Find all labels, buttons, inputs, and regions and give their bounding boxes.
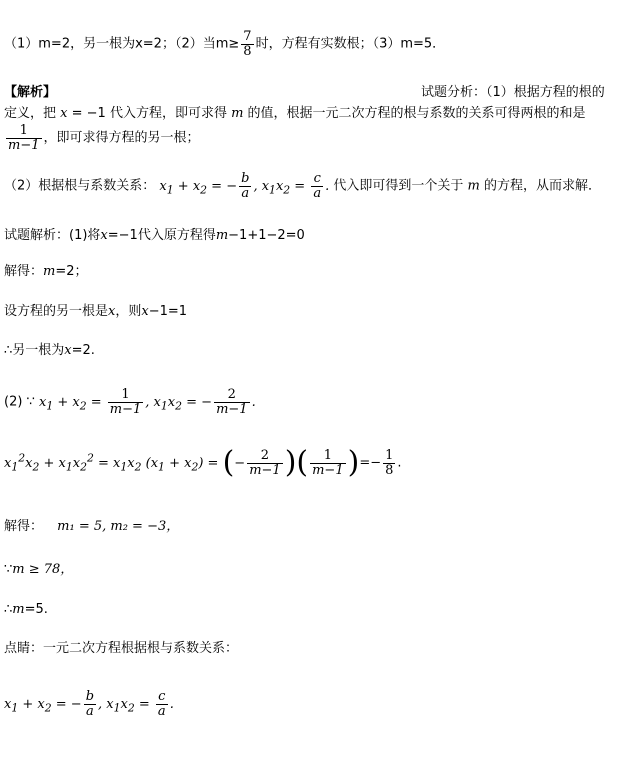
answer-fraction xyxy=(241,30,253,58)
analysis-line4: （2）根据根与系数关系： $x_1 + x_2$ = − $\frac{b}{a}$ , $x_1x_2$ = $\frac{c}{a}$ . 代入即可得到一个关于 m 的方程，从而求解． xyxy=(4,171,602,201)
sum-fraction: $\frac{1}{m-1}$ xyxy=(8,123,40,153)
solution-line1: 试题解析：(1)将x=−1代入原方程得m−1+1−2=0 xyxy=(4,228,305,243)
solution-line2: 解得：m=2； xyxy=(4,264,88,279)
analysis-heading: 【解析】 xyxy=(4,85,57,100)
solution-line7: 解得： m₁ = 5, m₂ = −3， xyxy=(4,519,180,534)
note-line: 点睛：一元二次方程根据根与系数关系： xyxy=(4,641,239,656)
answer-text-2: 时，方程有实数根；（3）m=5． xyxy=(255,36,446,52)
solution-line4: ∴另一根为x=2. xyxy=(4,343,95,358)
analysis-line3: $\frac{1}{m-1}$ ，即可求得方程的另一根； xyxy=(8,123,200,153)
answer-text-1: （1）m=2，另一根为x=2；（2）当m≥ xyxy=(4,36,240,52)
frac-numerator: 7 xyxy=(243,29,252,44)
solution-line6: $x_1^2x_2 + x_1x_2^2 = x_1x_2$ $(x_1 + x_2)$ = (− $\frac{2}{m-1}$ )( $\frac{1}{m-1}$ )=− $\frac{1}{8}$ . xyxy=(4,445,402,480)
solution-line8: ∵m ≥ 78， xyxy=(4,562,74,577)
analysis-line1: 试题分析：（1）根据方程的根的 xyxy=(421,85,605,100)
solution-line9: ∴m=5. xyxy=(4,602,48,617)
frac-denominator: 8 xyxy=(243,43,252,59)
solution-line3: 设方程的另一根是x，则x−1=1 xyxy=(4,304,188,319)
analysis-line2: 定义，把 x = −1 代入方程，即可求得 m 的值，根据一元二次方程的根与系数的关系可得两根的和是 xyxy=(4,106,586,121)
vieta-formula: $x_1 + x_2$ = − $\frac{b}{a}$ , $x_1x_2$ = $\frac{c}{a}$ . xyxy=(159,171,330,201)
solution-line5: (2) ∵ $x_1 + x_2$ = $\frac{1}{m-1}$ , $x_1x_2$ = − $\frac{2}{m-1}$ . xyxy=(4,387,256,417)
answer-line xyxy=(4,30,445,58)
note-formula: $x_1 + x_2$ = − $\frac{b}{a}$ , $x_1x_2$ = $\frac{c}{a}$ . xyxy=(4,689,174,719)
